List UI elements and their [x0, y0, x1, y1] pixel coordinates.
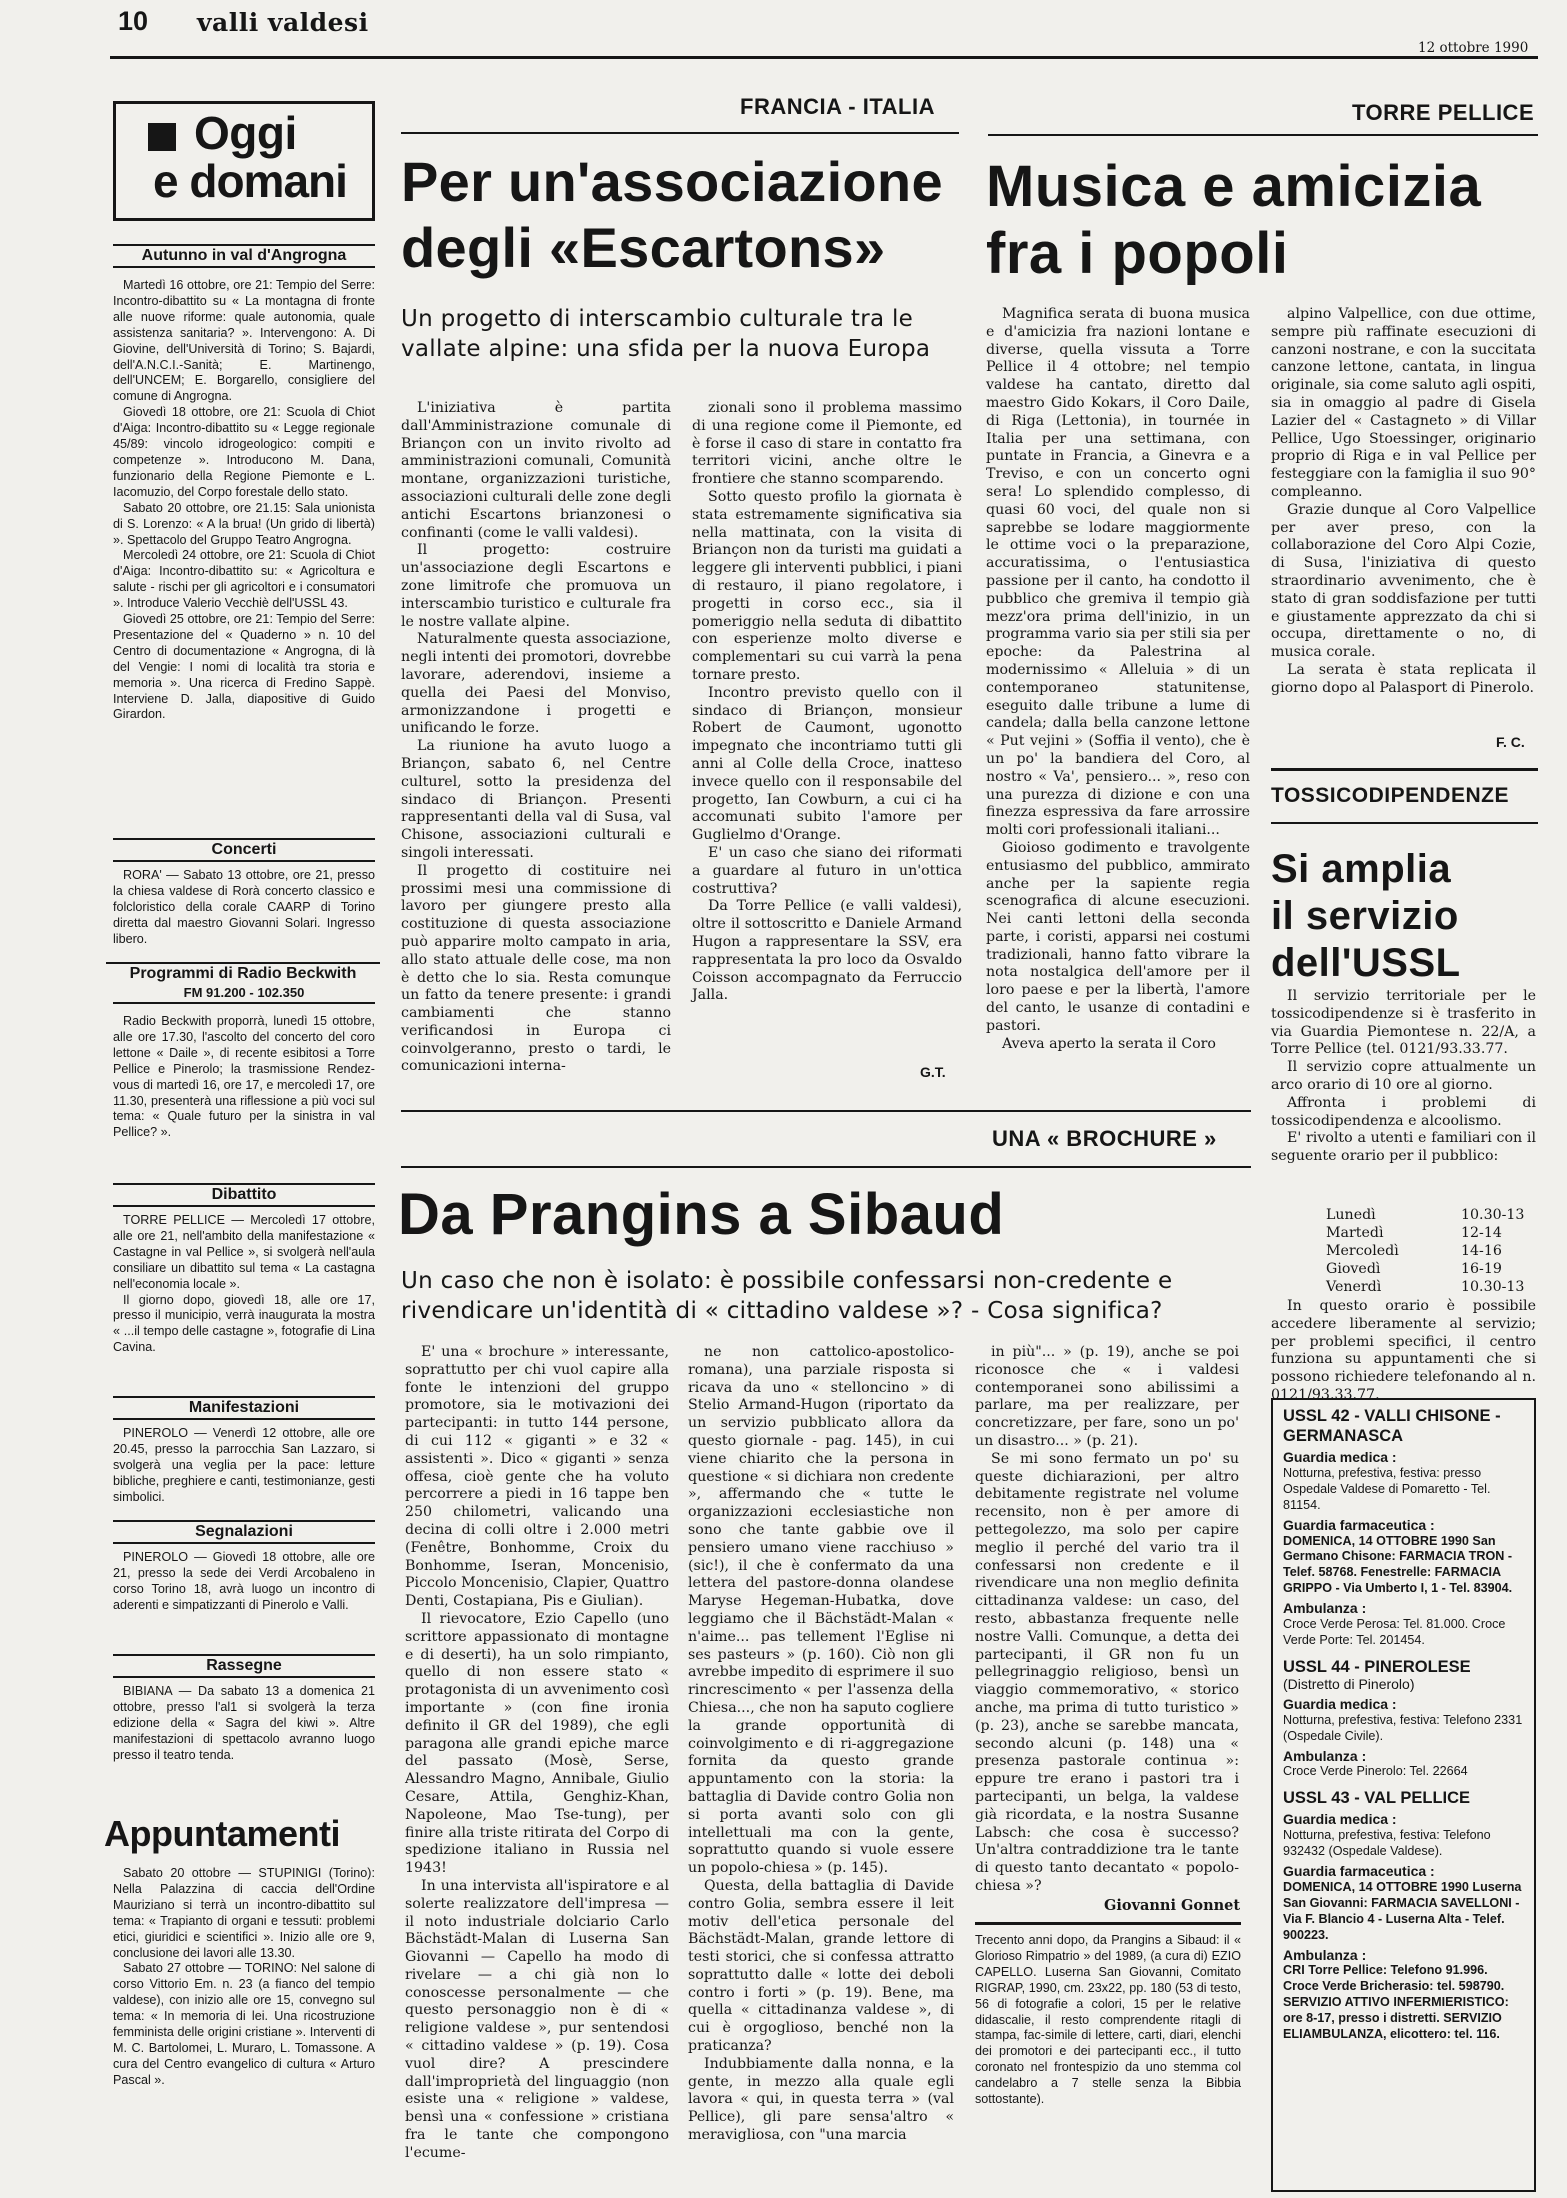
article-headline: Musica e amicizia — [986, 154, 1482, 219]
page-number: 10 — [118, 6, 149, 36]
article-headline: Da Prangins a Sibaud — [398, 1182, 1005, 1247]
article-deck: Un caso che non è isolato: è possibile confessarsi non-credente e rivendicare un'identità di « cittadino valdese »? - Cosa significa? — [401, 1268, 1173, 1324]
schedule-day: Giovedì — [1326, 1261, 1381, 1277]
box-text: CRI Torre Pellice: Telefono 91.996. Croce Verde Bricherasio: tel. 598790. SERVIZIO ATTIVO INFERMIERISTICO: ore 8-17, presso i distretti. SERVIZIO ELIAMBULANZA, elicottero: tel. 116. — [1283, 1963, 1509, 2042]
box-section-title: USSL 44 - PINEROLESE — [1283, 1657, 1471, 1676]
box-label: Ambulanza : — [1283, 1600, 1367, 1617]
schedule-day: Venerdì — [1326, 1279, 1382, 1295]
article-column: in più"... » (p. 19), anche se poi riconosce che « i valdesi contemporanei sono abilissimi a parlare, ma per realizzare, per concretizzare, per fare, sono un po' un disastro... » (p. 21). Se mi sono fermato un po' su queste dichiarazioni, per altro debitamente registrate nel volume recensito, non è per amore di pettegolezzo, ma solo per capire meglio il perché del vario tra il confessarsi non credente e il rivendicare una non meglio definita cittadinanza valdese: un caso, del resto, abbastanza frequente nelle nostre Valli. Comunque, a detta dei partecipanti, il GR non fu un pellegrinaggio religioso, bensì un viaggio commemorativo, « storico anche, ma prima di tutto turistico » (p. 23), anche se sarebbe mancata, secondo alcuni (p. 148) una « presenza pastorale continua »: eppure tre erano i pastori tra i partecipanti, un belga, la valdese già ricordata, e la nostra Susanne Labsch: che cosa è successo? Un'altra contraddizione tra le tante di questo tanto decantato « popolo-chiesa »? — [975, 1344, 1239, 1894]
sidebar-section-title: Autunno in val d'Angrogna — [113, 244, 375, 268]
article-column: ne non cattolico-apostolico-romana), una parziale risposta si ricava da uno « stelloncino » di Stelio Armand-Hugon (riportato da un servizio pubblicato allora da questo giornale - pag. 145), in cui viene chiarito che la persona in questione « si dichiara non credente », affermando che « tutte le organizzazioni ecclesiastiche non sono che tante gabbie ove il pensiero umano viene racchiuso » (sic!), il che è confermato da una lettera del pastore-donna olandese Maryse Hegeman-Hubatka, dove leggiamo che il Bächstädt-Malan « n'aime... pas tellement l'Eglise ni ses pasteurs » (p. 160). Ciò non gli avrebbe impedito di esprimere il suo rincrescimento « per l'assenza della Chiesa..., che non ha saputo cogliere la grande opportunità di coinvolgimento e di ri-aggregazione fornita da questo grande appuntamento con la storia: la battaglia di Davide contro Golia non si porta avanti solo con gli intellettuali ma con la gente, soprattutto quando si vuole essere un popolo-chiesa » (p. 145). Questa, della battaglia di Davide contro Golia, sembra essere il leit motiv dell'etica personale del Bächstädt-Malan, grande lettore di testi storici, che si confessa attratto soprattutto dalle « lotte dei deboli contro i forti » (p. 19). Bene, ma quella « cittadinanza valdese », di cui è orgoglioso, benché non la praticanza? Indubbiamente dalla nonna, e la gente, in mezzo alla quale egli lavora « qui, in questa terra » (val Pellice), gli pare sensa'altro « meravigliosa, con "una marcia — [688, 1344, 954, 2144]
sidebar-section-body: RORA' — Sabato 13 ottobre, ore 21, presso la chiesa valdese di Rorà concerto classico e folcloristico della corale CAARP di Torino diretta dal maestro Giovanni Solari. Ingresso libero. — [113, 868, 375, 946]
box-label: Guardia medica : — [1283, 1449, 1397, 1465]
article-headline: il servizio — [1271, 894, 1459, 938]
schedule-hours: 16-19 — [1461, 1261, 1502, 1277]
box-label: Ambulanza : — [1283, 1946, 1367, 1963]
box-section-subtitle: (Distretto di Pinerolo) — [1283, 1675, 1415, 1692]
schedule-hours: 14-16 — [1461, 1243, 1502, 1259]
sidebar-section-title: Rassegne — [113, 1654, 375, 1678]
kicker-rule — [401, 132, 959, 134]
box-text: Croce Verde Perosa: Tel. 81.000. Croce Verde Porte: Tel. 201454. — [1283, 1617, 1506, 1647]
article-signature: Giovanni Gonnet — [1104, 1897, 1241, 1914]
box-section-title: USSL 42 - VALLI CHISONE - GERMANASCA — [1283, 1407, 1501, 1445]
article-kicker: FRANCIA - ITALIA — [740, 94, 935, 119]
box-text: Croce Verde Pinerolo: Tel. 22664 — [1283, 1764, 1468, 1779]
kicker-rule — [1271, 822, 1538, 824]
sidebar-section-body: Martedì 16 ottobre, ore 21: Tempio del Serre: Incontro-dibattito su « La montagna di fronte alle nuove riforme: quale autonomia, quale assistenza sanitaria? ». Intervengono: A. Di Giovine, dell'Università di Torino; S. Bajardi, dell'A.N.C.I.-Sanità; E. Martinengo, dell'UNCEM; E. Borgarello, consigliere del comune di Angrogna. Giovedì 18 ottobre, ore 21: Scuola di Chiot d'Aiga: Incontro-dibattito su « Legge regionale 45/89: vincolo idrogeologico: compiti e competenze ». Introducono M. Dana, funzionario della Regione Piemonte e L. Iacomuzio, del Corpo forestale dello stato. Sabato 20 ottobre, ore 21.15: Sala unionista di S. Lorenzo: « A la brua! (Un grido di libertà) ». Spettacolo del Gruppo Teatro Angrogna. Mercoledì 24 ottobre, ore 21: Scuola di Chiot d'Aiga: Incontro-dibattito su: « Agricoltura e salute - rischi per gli agricoltori e i consumatori ». Introduce Valerio Vecchiè dell'USSL 43. Giovedì 25 ottobre, ore 21: Tempio del Serre: Presentazione del « Quaderno » n. 10 del Centro di documentazione « Angrogna, di là del Vengie: I nomi di località tra storia e memoria ». Una ricerca di Fredino Sappè. Interviene D. Jalla, diapositive di Guido Girardon. — [113, 278, 375, 722]
logo-line2: e domani — [153, 155, 347, 207]
section-rule — [1271, 768, 1538, 771]
kicker-rule — [988, 134, 1538, 136]
logo-line1: Oggi — [194, 107, 297, 159]
box-text: DOMENICA, 14 OTTOBRE 1990 San Germano Chisone: FARMACIA TRON - Telef. 58768. Fenestrelle: FARMACIA GRIPPO - Via Umberto I, 1 - Tel. 83904. — [1283, 1533, 1513, 1596]
article-column: Magnifica serata di buona musica e d'amicizia fra nazioni lontane e diverse, quella vissuta a Torre Pellice il 4 ottobre; nel tempio valdese ha cantato, diretto dal maestro Gido Kokars, il Coro Daile, di Riga (Lettonia), in tournée in Italia per una settimana, con puntate in Francia, a Ginevra e a Treviso, e con un concerto ogni sera! Lo splendido complesso, di quasi 60 voci, del quale non si saprebbe se lodare maggiormente le ottime voci o la preparazione, accuratissima, o l'entusiastica passione per il canto, ha condotto il pubblico che gremiva il tempio già mezz'ora prima dell'inizio, in un programma vario sia per stili sia per epoche: da Palestrina al modernissimo « Alleluia » di un contemporaneo statunitense, eseguito dalle tribune a lume di candela; dalla bella canzone lettone « Put vejini » (Soffia il vento), che è un po' la bandiera del Coro, al nostro « Va', pensiero... », reso con una purezza di dizione e con una finezza espressiva da fare arrossire molti cori professionali italiani... Gioioso godimento e travolgente entusiasmo del pubblico, ammirato anche per la sapiente regia scenografica di alcune esecuzioni. Nei canti lettoni della seconda parte, i coristi, apparsi nei costumi tradizionali, hanno fatto vibrare la nota nostalgica dell'amore per il loro paese e per la libertà, l'amore del canto, le usanze di contadini e pastori. Aveva aperto la serata il Coro — [986, 306, 1250, 1052]
oggi-domani-logo — [113, 101, 375, 221]
sidebar-section-body: Radio Beckwith proporrà, lunedì 15 ottobre, alle ore 17.30, l'ascolto del concerto del coro lettone « Daile », di recente esibitosi a Torre Pellice e Pinerolo; la trasmissione Rendez-vous di martedì 16, ore 17, e mercoledì 17, ore 11.30, presenterà una riflessione a più voci sul tema: « Quale futuro per la sinistra in val Pellice? ». — [113, 1014, 375, 1140]
schedule-day: Martedì — [1326, 1225, 1384, 1241]
box-text: DOMENICA, 14 OTTOBRE 1990 Luserna San Giovanni: FARMACIA SAVELLONI - Via F. Blancio 4 - Luserna Alta - Telef. 900223. — [1283, 1879, 1522, 1942]
sidebar-section-title: Dibattito — [113, 1183, 375, 1207]
article-headline: degli «Escartons» — [401, 216, 886, 279]
schedule-hours: 10.30-13 — [1461, 1279, 1525, 1295]
book-caption: Trecento anni dopo, da Prangins a Sibaud: il « Glorioso Rimpatrio » del 1989, (a cura di) EZIO CAPELLO. Luserna San Giovanni, Comitato RIGRAP, 1990, cm. 23x22, pp. 180 (53 di testo, 56 di fotografie a colori, 15 per le relative didascalie, il resto comprendente ritagli di stampa, fac-simile di lettere, carti, diari, elenchi dei promotori e dei partecipanti ecc., il tutto coronato nel frontespizio da uno stemma col candelabro a 7 stelle senza la Bibbia sottostante). — [975, 1933, 1241, 2107]
article-column: alpino Valpellice, con due ottime, sempre più raffinate esecuzioni di canzoni nostrane, e con la succitata canzone lettone, cantata, in lingua originale, sia come saluto agli ospiti, sia in omaggio al padre di Gisela Lazier del « Castagneto » di Villar Pellice, Ugo Stoessinger, originario proprio di Riga e in val Pellice per festeggiare con la famiglia il suo 90° compleanno. Grazie dunque al Coro Valpellice per aver preso, con la collaborazione del Coro Alpi Cozie, di Susa, l'iniziativa di questo straordinario avvenimento, che è stato di gran soddisfazione per tutti e giustamente apprezzato da chi si occupa, direttamente o no, di musica corale. La serata è stata replicata il giorno dopo al Palasport di Pinerolo. — [1271, 306, 1536, 696]
publication-name: valli valdesi — [197, 8, 369, 37]
article-signature: G.T. — [920, 1064, 946, 1080]
box-label: Guardia farmaceutica : — [1283, 1516, 1435, 1533]
article-kicker: TORRE PELLICE — [1352, 100, 1535, 125]
article-column: L'iniziativa è partita dall'Amministrazione comunale di Briançon con un invito rivolto ad amministrazioni comunali, Comunità montane, organizzazioni turistiche, associazioni culturali delle zone degli antichi Escartons brianzonesi o confinanti (come le valli valdesi). Il progetto: costruire un'associazione degli Escartons e zone limitrofe che promuova un interscambio turistico e culturale fra le nostre vallate alpine. Naturalmente questa associazione, negli intenti dei promotori, dovrebbe lavorare, aderendovi, insieme a quella dei Paesi del Monviso, armonizzandone i progetti e unificando le forze. La riunione ha avuto luogo a Briançon, sabato 6, nel Centre culturel, sotto la presidenza del sindaco di Briançon. Presenti rappresentanti della val di Susa, val Chisone, associazioni culturali e singoli interessati. Il progetto di costituire nei prossimi mesi una commissione di lavoro per giungere presto alla costituzione di questa associazione può apparire molto campato in aria, allo stato attuale delle cose, ma non è detto che lo sia. Resta comunque un fatto da tenere presente: i grandi cambiamenti che stanno verificandosi in Europa ci coinvolgeranno, presto o tardi, le comunicazioni interna- — [401, 400, 671, 1075]
article-signature: F. C. — [1496, 734, 1525, 750]
ussl-info-box — [1271, 1398, 1536, 2192]
box-label: Guardia medica : — [1283, 1695, 1397, 1712]
logo-square-icon — [148, 123, 176, 151]
sidebar-section-body: TORRE PELLICE — Mercoledì 17 ottobre, alle ore 21, nell'ambito della manifestazione « Castagne in val Pellice », si svolgerà nell'aula consiliare un dibattito sul tema « La castagna nell'economia locale ». Il giorno dopo, giovedì 18, alle ore 17, presso il municipio, verrà inaugurata la mostra « ...il tempo delle castagne », fotografie di Lina Cavina. — [113, 1213, 375, 1355]
sidebar-section-body: BIBIANA — Da sabato 13 a domenica 21 ottobre, presso l'al1 si svolgerà la terza edizione della « Sagra del kiwi ». Altre manifestazioni di spettacolo avranno luogo presso il teatro tenda. — [113, 1684, 375, 1762]
article-column: zionali sono il problema massimo di una regione come il Piemonte, ed è forse il caso di stare in contatto fra territori vicini, anche oltre le frontiere che stanno scomparendo. Sotto questo profilo la giornata è stata estremamente significativa sia nella mattinata, con la visita di Briançon non da turisti ma guidati a leggere gli interventi pubblici, i piani di restauro, il piano regolatore, i progetti in corso ecc., sia il pomeriggio nella seduta di dibattito con esperienze molto diverse e complementari su cui varrà la pena tornare presto. Incontro previsto quello con il sindaco di Briançon, monsieur Robert de Caumont, ugonotto impegnato che incontriamo tutti gli anni al Colle della Croce, inatteso invece quello con il responsabile del progetto, Ian Cowburn, a cui ci ha accomunati subito l'amore per Guglielmo d'Orange. E' un caso che siano dei riformati a guardare al futuro in un'ottica costruttiva? Da Torre Pellice (e valli valdesi), oltre il sottoscritto e Daniele Armand Hugon a rappresentare la SSV, era rappresentata la pro loco da Osvaldo Coisson accompagnato da Ferruccio Jalla. — [692, 400, 962, 1004]
schedule-hours: 12-14 — [1461, 1225, 1502, 1241]
article-column: E' una « brochure » interessante, soprattutto per chi vuol capire alla fonte le intenzioni del gruppo promotore, sia le motivazioni dei partecipanti: in tutto 144 persone, di cui 112 « giganti » e 32 « assistenti ». Dico « giganti » senza offesa, cioè gente che ha voluto percorrere a piedi in 16 tappe ben 250 chilometri, valicando una decina di colli oltre i 2.000 metri (Fenêtre, Bonhomme, Croix du Bonhomme, Iseran, Moncenisio, Piccolo Moncenisio, Clapier, Quattro Denti, Costapiana, Pis e Giulian). Il rievocatore, Ezio Capello (uno scrittore appassionato di montagne e di deserti), ha un solo rimpianto, quello di non essere stato « protagonista di un avvenimento così importante » (con fine ironia definito il GR del 1989), che egli paragona alle grandi epiche marce del passato (Mosè, Serse, Alessandro Magno, Annibale, Giulio Cesare, Attila, Genghiz-Khan, Napoleone, Mao Tse-tung), per finire alla triste ritirata del Corpo di spedizione italiano in Russia nel 1943! In una intervista all'ispiratore e al solerte realizzatore dell'impresa — il noto industriale dolciario Carlo Bächstädt-Malan di Luserna San Giovanni — Capello ha modo di rivelare — a chi già non lo conoscesse personalmente — che questo personaggio non è di « religione valdese », pur sentendosi « cittadino valdese » (p. 19). Cosa vuol dire? A prescindere dall'improprietà del linguaggio (non esiste una « religione » valdese, bensì una « confessione » cristiana fra le tante che compongono l'ecume- — [405, 1344, 669, 2161]
box-text: Notturna, prefestiva, festiva: Telefono 2331 (Ospedale Civile). — [1283, 1712, 1523, 1743]
kicker-rule — [401, 1166, 1251, 1168]
article-column: In questo orario è possibile accedere liberamente al servizio; per problemi specifici, il centro funziona su appuntamenti che si possono richiedere telefonando al n. 0121/93.33.77. — [1271, 1298, 1536, 1403]
box-text: Notturna, prefestiva, festiva: presso Ospedale Valdese di Pomaretto - Tel. 81154. — [1283, 1465, 1491, 1512]
header-rule — [110, 56, 1538, 59]
schedule-hours: 10.30-13 — [1461, 1207, 1525, 1223]
article-headline: dell'USSL — [1271, 941, 1461, 985]
schedule-day: Mercoledì — [1326, 1243, 1399, 1259]
article-deck: Un progetto di interscambio culturale tra le vallate alpine: una sfida per la nuova Europa — [401, 306, 931, 362]
box-text: Notturna, prefestiva, festiva: Telefono 932432 (Ospedale Valdese). — [1283, 1828, 1491, 1859]
article-headline: Per un'associazione — [401, 150, 943, 213]
box-label: Guardia farmaceutica : — [1283, 1863, 1435, 1880]
issue-date: 12 ottobre 1990 — [1418, 40, 1529, 56]
sidebar-section-title: Segnalazioni — [113, 1520, 375, 1544]
sidebar-section-title: Concerti — [113, 838, 375, 862]
box-label: Guardia medica : — [1283, 1811, 1397, 1828]
radio-frequencies: FM 91.200 - 102.350 — [113, 984, 375, 1004]
sidebar-section-body: PINEROLO — Venerdì 12 ottobre, alle ore 20.45, presso la parrocchia San Lazzaro, si svolgerà una veglia per la pace: letture bibliche, preghiere e canti, testimonianze, gesti simbolici. — [113, 1426, 375, 1504]
sidebar-section-body: PINEROLO — Giovedì 18 ottobre, alle ore 21, presso la sede dei Verdi Arcobaleno in corso Torino 18, avrà luogo un incontro di aderenti e simpatizzanti di Pinerolo e Valli. — [113, 1550, 375, 1612]
book-caption-box — [975, 1922, 1241, 2192]
appuntamenti-body: Sabato 20 ottobre — STUPINIGI (Torino): Nella Palazzina di caccia dell'Ordine Mauriziano si terrà un incontro-dibattito sul tema: « Trapianto di organi e tessuti: problemi etici, giuridici e scientifici ». Inizio alle ore 9, conclusione dei lavori alle 13.30. Sabato 27 ottobre — TORINO: Nel salone di corso Vittorio Em. n. 23 (a fianco del tempio valdese), con inizio alle ore 15, convegno sul tema: « In memoria di lei. Una ricostruzione femminista delle origini cristiane ». Interventi di M. C. Bartolomei, L. Muraro, L. Tomassone. A cura del Centro evangelico di cultura « Arturo Pascal ». — [113, 1866, 375, 2087]
article-column: Il servizio territoriale per le tossicodipendenze si è trasferito in via Guardia Piemontese n. 22/A, a Torre Pellice (tel. 0121/93.33.77. Il servizio copre attualmente un arco orario di 10 ore al giorno. Affronta i problemi di tossicodipendenza e alcoolismo. E' rivolto a utenti e familiari con il seguente orario per il pubblico: — [1271, 988, 1536, 1165]
schedule-day: Lunedì — [1326, 1207, 1376, 1223]
article-kicker: TOSSICODIPENDENZE — [1271, 784, 1509, 807]
article-kicker: UNA « BROCHURE » — [992, 1126, 1217, 1151]
sidebar-section-title: Programmi di Radio Beckwith — [106, 962, 380, 984]
sidebar-section-title: Manifestazioni — [113, 1396, 375, 1420]
box-label: Ambulanza : — [1283, 1747, 1367, 1764]
article-headline: fra i popoli — [986, 221, 1289, 286]
section-rule — [401, 1110, 1251, 1112]
box-section-title: USSL 43 - VAL PELLICE — [1283, 1789, 1471, 1808]
appuntamenti-title: Appuntamenti — [104, 1813, 340, 1854]
article-headline: Si amplia — [1271, 847, 1452, 891]
